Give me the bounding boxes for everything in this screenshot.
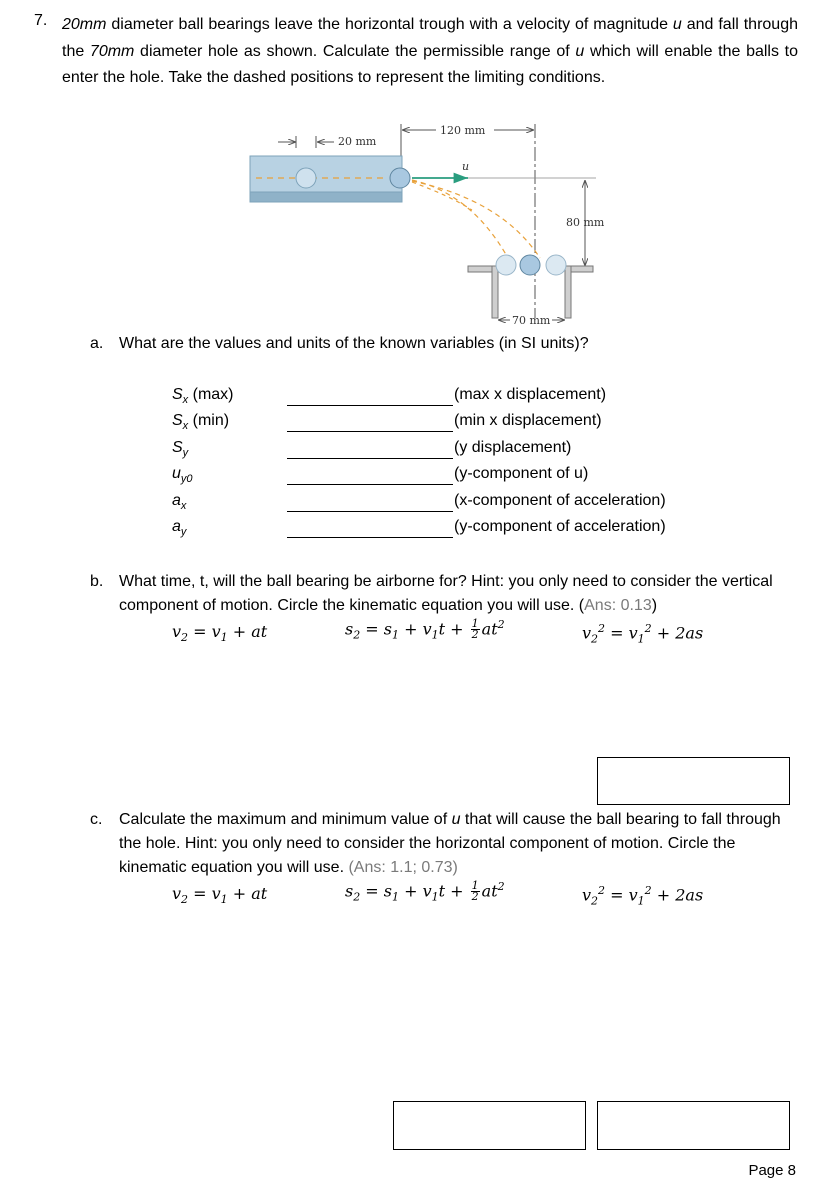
variable-symbol: $S_x$ (max) [172, 386, 234, 407]
answer-box-time[interactable] [597, 757, 790, 805]
equation-velocity-time[interactable]: $v_2 = v_1$ + at [172, 884, 268, 907]
trough-base [250, 192, 402, 202]
ball-in-trough [296, 168, 316, 188]
answer-box-min-u[interactable] [597, 1101, 790, 1150]
answer-blank[interactable] [287, 431, 453, 432]
part-a-question: What are the values and units of the known variables (in SI units)? [119, 335, 589, 352]
page-number: Page 8 [748, 1162, 796, 1179]
ball-bearing-diagram [240, 118, 605, 330]
question-text: 20mm diameter ball bearings leave the horizontal trough with a velocity of magnitude u and fall through the 70mm diameter hole as shown. Calculate the permissible range of u which will enable the balls to enter the hole. Take the dashed positions to represent the limiting conditions. [62, 16, 799, 86]
answer-blank[interactable] [287, 537, 453, 538]
variable-symbol: $u_{y0}$ [172, 465, 193, 486]
variable-symbol: $a_x$ [172, 492, 187, 513]
ball-limit-min [496, 255, 516, 275]
known-variable-row [0, 386, 826, 412]
variable-description: (y-component of acceleration) [454, 518, 666, 535]
ball-at-edge [390, 168, 410, 188]
left-wall [492, 266, 498, 318]
ball-center [520, 255, 540, 275]
trajectory-max [412, 181, 540, 258]
variable-symbol: $S_y$ [172, 439, 189, 460]
equation-displacement-time[interactable]: $s_2 = s_1 + v_1t$ + $\frac{1}{2}$ $at^2$ [345, 617, 505, 642]
dim-20mm-label: 20 mm [338, 135, 377, 148]
known-variable-row [0, 492, 826, 518]
velocity-label: u [462, 160, 470, 173]
answer-box-max-u[interactable] [393, 1101, 586, 1150]
answer-blank[interactable] [287, 484, 453, 485]
part-a-label: a. [90, 335, 104, 352]
known-variable-row [0, 439, 826, 465]
part-c-label: c. [90, 811, 103, 828]
equation-displacement-time[interactable]: $s_2 = s_1 + v_1t$ + $\frac{1}{2}$ $at^2$ [345, 879, 505, 904]
known-variable-row [0, 518, 826, 544]
variable-description: (x-component of acceleration) [454, 492, 666, 509]
answer-blank[interactable] [287, 405, 453, 406]
known-variable-row [0, 412, 826, 438]
trajectory-min [412, 180, 508, 258]
part-b-question: What time, t, will the ball bearing be airborne for? Hint: you only need to consider the vertical component of motion. Circle the kinematic equation you will use. (Ans: 0.13) [119, 573, 773, 614]
variable-symbol: $S_x$ (min) [172, 412, 230, 433]
part-c-question: Calculate the maximum and minimum value of u that will cause the ball bearing to fall through the hole. Hint: you only need to consider the horizontal component of motion. Circle the kinematic equation you will use. (Ans: 1.1; 0.73) [119, 811, 781, 876]
dim-70mm-label: 70 mm [512, 314, 551, 327]
equation-velocity-displacement[interactable]: $v_2^2 = v_1^2 + 2as$ [582, 622, 704, 646]
variable-symbol: $a_y$ [172, 518, 187, 539]
part-b-label: b. [90, 573, 104, 590]
ball-limit-max [546, 255, 566, 275]
dim-80mm-label: 80 mm [566, 216, 605, 229]
question-number: 7. [34, 12, 48, 29]
dim-120mm-label: 120 mm [440, 124, 486, 137]
variable-description: (y displacement) [454, 439, 572, 456]
variable-description: (min x displacement) [454, 412, 602, 429]
trough-body [250, 156, 402, 192]
answer-blank[interactable] [287, 458, 453, 459]
answer-blank[interactable] [287, 511, 453, 512]
known-variable-row [0, 465, 826, 491]
variable-description: (max x displacement) [454, 386, 607, 403]
equation-velocity-displacement[interactable]: $v_2^2 = v_1^2 + 2as$ [582, 884, 704, 908]
equation-velocity-time[interactable]: $v_2 = v_1$ + at [172, 622, 268, 645]
variable-description: (y-component of u) [454, 465, 589, 482]
right-wall [565, 266, 571, 318]
